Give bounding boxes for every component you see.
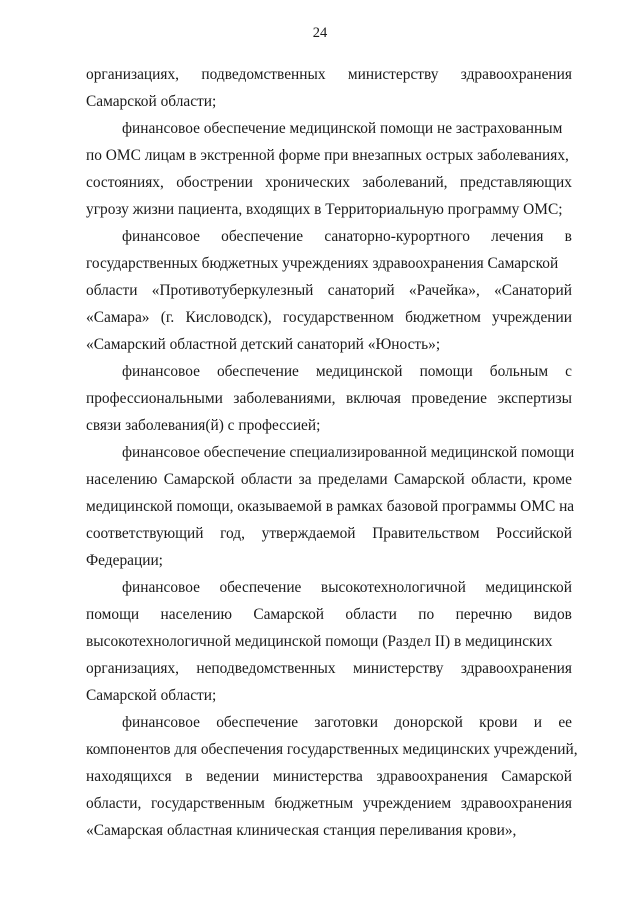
- text-line: [86, 520, 572, 547]
- text-segment: по: [418, 606, 435, 623]
- text-segment: Российской: [496, 525, 572, 542]
- text-line: [86, 223, 572, 250]
- text-segment: здравоохранения: [460, 660, 572, 677]
- text-segment: Самарской области;: [86, 93, 217, 110]
- text-segment: бюджетным: [274, 795, 354, 812]
- text-segment: клиническая: [236, 822, 320, 839]
- text-segment: медицинской помощи, оказываемой в рамках базовой программы ОМС на: [86, 498, 575, 515]
- text-segment: «Самарский областной детский санаторий «Юность»;: [86, 336, 441, 353]
- text-line: [86, 439, 575, 466]
- text-segment: помощи: [86, 606, 140, 623]
- text-segment: находящихся: [86, 768, 172, 785]
- text-line: [86, 277, 572, 304]
- text-segment: угрозу жизни пациента, входящих в Территориальную программу ОМС;: [86, 201, 563, 218]
- text-segment: здравоохранения: [376, 768, 488, 785]
- text-segment: обеспечение: [216, 363, 299, 380]
- text-segment: заболеваниями,: [233, 390, 336, 407]
- text-line: [86, 304, 572, 331]
- text-segment: за: [298, 471, 312, 488]
- text-segment: крови»,: [466, 822, 517, 839]
- text-line: [86, 358, 572, 385]
- text-segment: помощи: [419, 363, 473, 380]
- text-segment: утверждаемой: [261, 525, 356, 542]
- text-segment: министерству: [352, 660, 444, 677]
- text-segment: в: [564, 228, 572, 245]
- text-segment: переливания: [379, 822, 463, 839]
- paragraph: [86, 439, 575, 574]
- text-segment: области: [345, 606, 397, 623]
- text-segment: станция: [323, 822, 376, 839]
- text-segment: с: [565, 363, 572, 380]
- text-segment: подведомственных: [201, 66, 326, 83]
- text-segment: медицинской: [485, 579, 572, 596]
- text-line: [86, 196, 572, 223]
- text-segment: Самарской области;: [86, 687, 217, 704]
- text-segment: соответствующий: [86, 525, 204, 542]
- text-segment: финансовое: [122, 714, 200, 731]
- text-segment: ее: [558, 714, 572, 731]
- text-segment: области,: [471, 471, 527, 488]
- text-line: [86, 331, 572, 358]
- text-segment: Самарской: [253, 606, 325, 623]
- text-segment: финансовое обеспечение медицинской помощи не застрахованным: [122, 120, 563, 137]
- text-segment: представляющих: [459, 174, 572, 191]
- text-line: [86, 250, 572, 277]
- text-segment: государственных бюджетных учреждениях здравоохранения Самарской: [86, 255, 559, 272]
- text-segment: организациях,: [86, 660, 180, 677]
- document-body: [86, 61, 578, 844]
- text-line: [86, 385, 572, 412]
- text-segment: «Противотуберкулезный: [151, 282, 314, 299]
- text-segment: Кисловодск),: [185, 309, 272, 326]
- text-segment: видов: [533, 606, 572, 623]
- text-line: [86, 628, 572, 655]
- text-segment: Самарской: [501, 768, 572, 785]
- text-line: [86, 601, 572, 628]
- text-line: [86, 466, 572, 493]
- text-line: [86, 61, 572, 88]
- text-segment: медицинской: [315, 363, 403, 380]
- text-line: [86, 574, 572, 601]
- text-segment: министерству: [347, 66, 439, 83]
- text-segment: обеспечение: [219, 579, 302, 596]
- text-segment: лечения: [491, 228, 544, 245]
- text-segment: больным: [489, 363, 549, 380]
- text-segment: обеспечение: [216, 714, 299, 731]
- text-segment: экспертизы: [497, 390, 572, 407]
- text-line: [86, 763, 572, 790]
- paragraph: [86, 61, 572, 115]
- text-segment: учреждением: [362, 795, 452, 812]
- text-segment: области: [86, 282, 138, 299]
- paragraph: [86, 223, 572, 358]
- text-line: [86, 655, 572, 682]
- text-segment: состояниях,: [86, 174, 164, 191]
- text-segment: год,: [220, 525, 245, 542]
- page-number: 24: [312, 25, 328, 41]
- text-line: [86, 682, 572, 709]
- text-segment: финансовое: [122, 579, 200, 596]
- text-segment: включая: [345, 390, 401, 407]
- text-segment: Федерации;: [86, 552, 163, 569]
- text-segment: санаторий: [327, 282, 395, 299]
- text-segment: пределами: [317, 471, 388, 488]
- text-line: [86, 115, 572, 142]
- text-segment: обострении: [176, 174, 253, 191]
- text-line: [86, 88, 572, 115]
- text-segment: неподведомственных: [196, 660, 336, 677]
- text-segment: области,: [86, 795, 142, 812]
- text-segment: финансовое: [122, 228, 200, 245]
- text-segment: заболеваний,: [362, 174, 448, 191]
- text-segment: «Рачейка»,: [408, 282, 480, 299]
- text-segment: бюджетном: [405, 309, 481, 326]
- text-segment: здравоохранения: [460, 795, 572, 812]
- text-line: [86, 736, 578, 763]
- text-segment: Правительством: [372, 525, 480, 542]
- text-segment: министерства: [272, 768, 363, 785]
- text-line: [86, 790, 572, 817]
- text-segment: Самарской: [163, 471, 235, 488]
- text-segment: высокотехнологичной медицинской помощи (Раздел II) в медицинских: [86, 633, 553, 650]
- text-segment: компонентов для обеспечения государственных медицинских учреждений,: [86, 741, 578, 758]
- paragraph: [86, 709, 578, 844]
- text-segment: государственным: [150, 795, 265, 812]
- text-line: [86, 709, 572, 736]
- text-segment: Самарской: [394, 471, 465, 488]
- text-segment: крови: [479, 714, 518, 731]
- text-segment: ведении: [206, 768, 260, 785]
- text-segment: (г.: [160, 309, 175, 326]
- paragraph: [86, 574, 572, 709]
- text-segment: донорской: [394, 714, 463, 731]
- text-segment: в: [185, 768, 193, 785]
- text-segment: государственном: [282, 309, 394, 326]
- text-segment: перечню: [455, 606, 513, 623]
- text-line: [86, 169, 572, 196]
- text-segment: обеспечение: [221, 228, 304, 245]
- text-line: [86, 493, 575, 520]
- text-line: [86, 547, 572, 574]
- text-segment: проведение: [411, 390, 487, 407]
- text-segment: организациях,: [86, 66, 180, 83]
- paragraph: [86, 358, 572, 439]
- text-line: [86, 817, 572, 844]
- text-segment: областная: [166, 822, 233, 839]
- text-segment: «Самара»: [86, 309, 150, 326]
- text-segment: заготовки: [314, 714, 378, 731]
- text-segment: области: [240, 471, 293, 488]
- text-segment: кроме: [532, 471, 572, 488]
- text-segment: профессиональными: [86, 390, 223, 407]
- text-segment: здравоохранения: [460, 66, 572, 83]
- text-segment: санаторно-курортного: [324, 228, 470, 245]
- text-segment: населению: [160, 606, 232, 623]
- text-segment: финансовое обеспечение специализированной медицинской помощи: [122, 444, 575, 461]
- text-segment: по ОМС лицам в экстренной форме при внезапных острых заболеваниях,: [86, 147, 569, 164]
- paragraph: [86, 115, 572, 223]
- text-segment: «Самарская: [86, 822, 163, 839]
- text-segment: финансовое: [122, 363, 200, 380]
- text-segment: населению: [86, 471, 158, 488]
- text-segment: «Санаторий: [494, 282, 572, 299]
- text-line: [86, 142, 572, 169]
- text-line: [86, 412, 572, 439]
- text-segment: связи заболевания(й) с профессией;: [86, 417, 321, 434]
- text-segment: и: [533, 714, 543, 731]
- text-segment: учреждении: [492, 309, 572, 326]
- text-segment: высокотехнологичной: [320, 579, 466, 596]
- text-segment: хронических: [265, 174, 350, 191]
